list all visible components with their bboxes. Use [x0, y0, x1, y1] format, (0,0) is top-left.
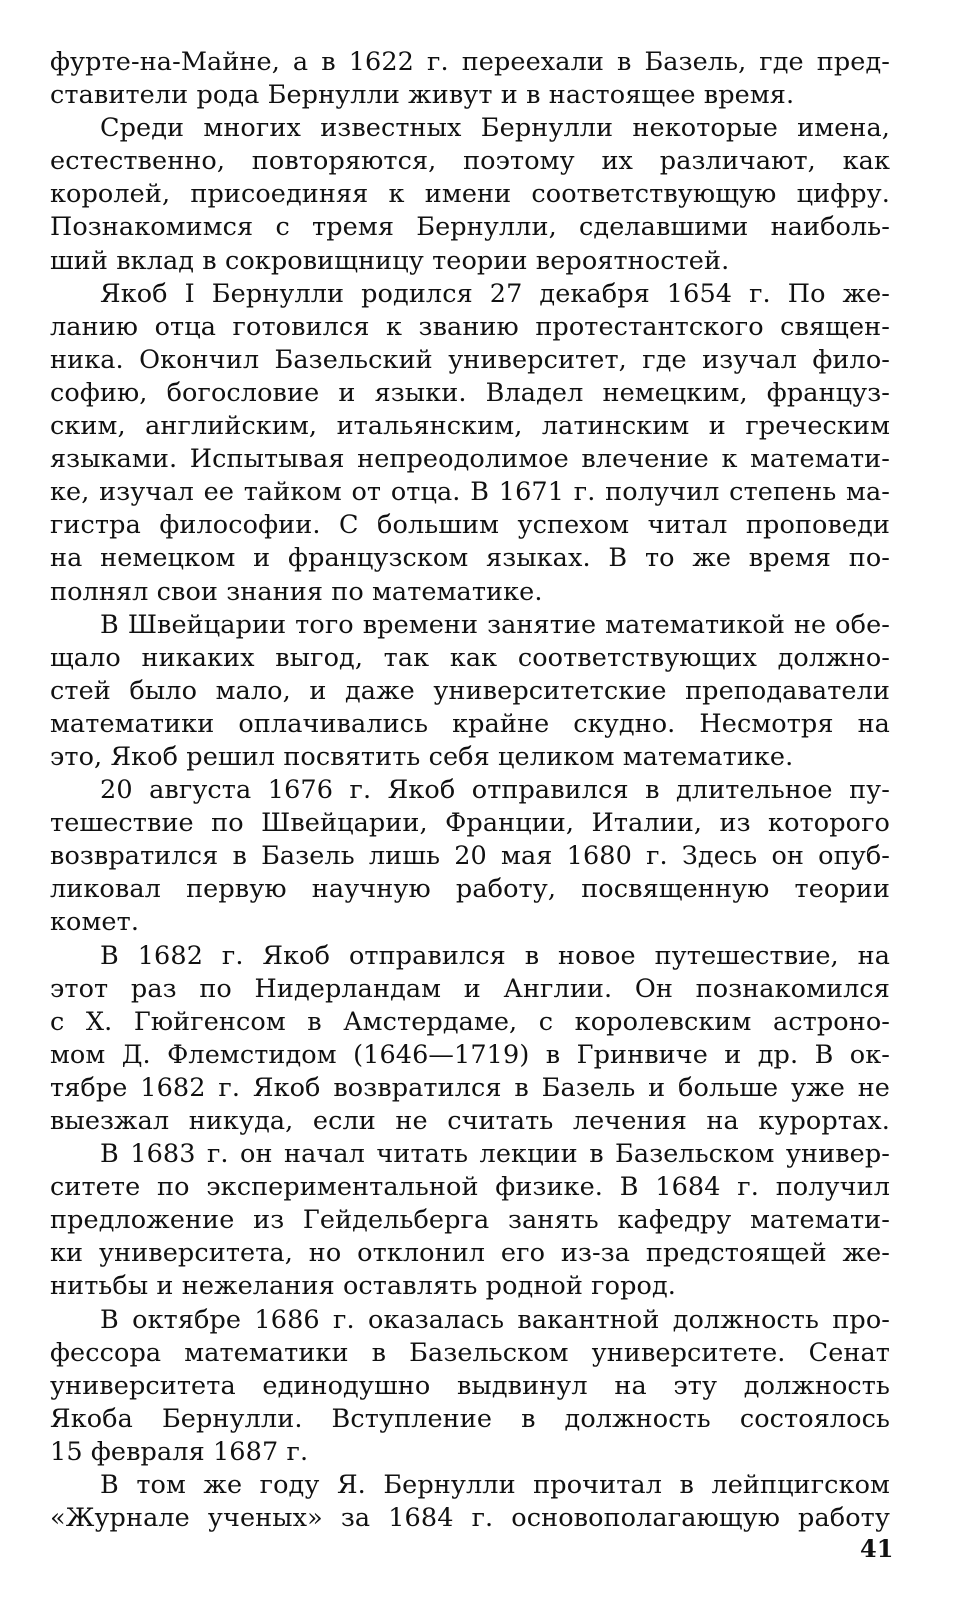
text-line: ланию отца готовился к званию протестантского священ-	[50, 311, 890, 342]
text-line: Среди многих известных Бернулли некоторые имена,	[100, 113, 890, 144]
text-line: щало никаких выгод, так как соответствующих должно-	[50, 642, 890, 673]
text-line: В Швейцарии того времени занятие математикой не обе-	[100, 609, 890, 640]
paragraph	[50, 112, 890, 277]
text-line: математики оплачивались крайне скудно. Несмотря на	[50, 708, 890, 739]
text-line: Якоба Бернулли. Вступление в должность состоялось	[50, 1403, 890, 1434]
text-line: естественно, повторяются, поэтому их различают, как	[50, 146, 890, 177]
text-line: 20 августа 1676 г. Якоб отправился в длительное пу-	[100, 775, 890, 806]
text-line: ке, изучал ее тайком от отца. В 1671 г. получил степень ма-	[50, 477, 890, 508]
text-line: В октябре 1686 г. оказалась вакантной должность про-	[100, 1304, 890, 1335]
text-line: стей было мало, и даже университетские преподаватели	[50, 675, 890, 706]
text-line: мом Д. Флемстидом (1646—1719) в Гринвиче и др. В ок-	[50, 1039, 890, 1070]
paragraph	[50, 609, 890, 774]
text-line: ским, английским, итальянским, латинским и греческим	[50, 411, 890, 442]
text-line: гистра философии. С большим успехом читал проповеди	[50, 510, 890, 541]
text-line: комет.	[50, 907, 140, 938]
paragraph	[50, 46, 890, 112]
text-line: «Журнале ученых» за 1684 г. основополагающую работу	[50, 1503, 890, 1534]
text-line: полнял свои знания по математике.	[50, 576, 543, 607]
paragraph	[50, 278, 890, 609]
text-line: В том же году Я. Бернулли прочитал в лейпцигском	[100, 1470, 890, 1501]
page-body	[50, 46, 890, 1535]
text-line: фессора математики в Базельском университете. Сенат	[50, 1337, 890, 1368]
text-line: возвратился в Базель лишь 20 мая 1680 г. Здесь он опуб-	[50, 841, 890, 872]
text-line: это, Якоб решил посвятить себя целиком математике.	[50, 741, 794, 772]
text-line: тябре 1682 г. Якоб возвратился в Базель и больше уже не	[50, 1072, 890, 1103]
text-line: Познакомимся с тремя Бернулли, сделавшими наиболь-	[50, 212, 890, 243]
text-line: на немецком и французском языках. В то же время по-	[50, 543, 890, 574]
text-line: Якоб I Бернулли родился 27 декабря 1654 г. По же-	[100, 278, 890, 309]
text-line: ставители рода Бернулли живут и в настоящее время.	[50, 80, 795, 111]
text-line: ки университета, но отклонил его из-за предстоящей же-	[50, 1238, 890, 1269]
text-line: с X. Гюйгенсом в Амстердаме, с королевским астроно-	[50, 1006, 890, 1037]
text-line: В 1682 г. Якоб отправился в новое путешествие, на	[100, 940, 890, 971]
text-line: софию, богословие и языки. Владел немецким, француз-	[50, 377, 890, 408]
text-line: этот раз по Нидерландам и Англии. Он познакомился	[50, 973, 890, 1004]
text-line: языками. Испытывая непреодолимое влечение к математи-	[50, 444, 890, 475]
text-line: ликовал первую научную работу, посвященную теории	[50, 874, 890, 905]
text-line: ший вклад в сокровищницу теории вероятностей.	[50, 245, 730, 276]
page-number: 41	[860, 1534, 894, 1563]
text-line: фурте-на-Майне, а в 1622 г. переехали в Базель, где пред-	[50, 47, 890, 77]
text-line: ситете по экспериментальной физике. В 1684 г. получил	[50, 1172, 890, 1203]
paragraph	[50, 940, 890, 1139]
text-line: выезжал никуда, если не считать лечения на курортах.	[50, 1106, 890, 1136]
text-line: предложение из Гейдельберга занять кафедру математи-	[50, 1205, 890, 1236]
text-line: В 1683 г. он начал читать лекции в Базельском универ-	[100, 1139, 890, 1170]
text-line: королей, присоединяя к имени соответствующую цифру.	[50, 179, 890, 210]
text-line: тешествие по Швейцарии, Франции, Италии, из которого	[50, 808, 890, 839]
text-line: нитьбы и нежелания оставлять родной город.	[50, 1271, 676, 1302]
text-line: ника. Окончил Базельский университет, где изучал фило-	[50, 344, 890, 375]
paragraph	[50, 1469, 890, 1535]
text-line: 15 февраля 1687 г.	[50, 1436, 309, 1467]
paragraph	[50, 774, 890, 939]
paragraph	[50, 1304, 890, 1469]
text-line: университета единодушно выдвинул на эту должность	[50, 1370, 890, 1401]
paragraph	[50, 1138, 890, 1303]
